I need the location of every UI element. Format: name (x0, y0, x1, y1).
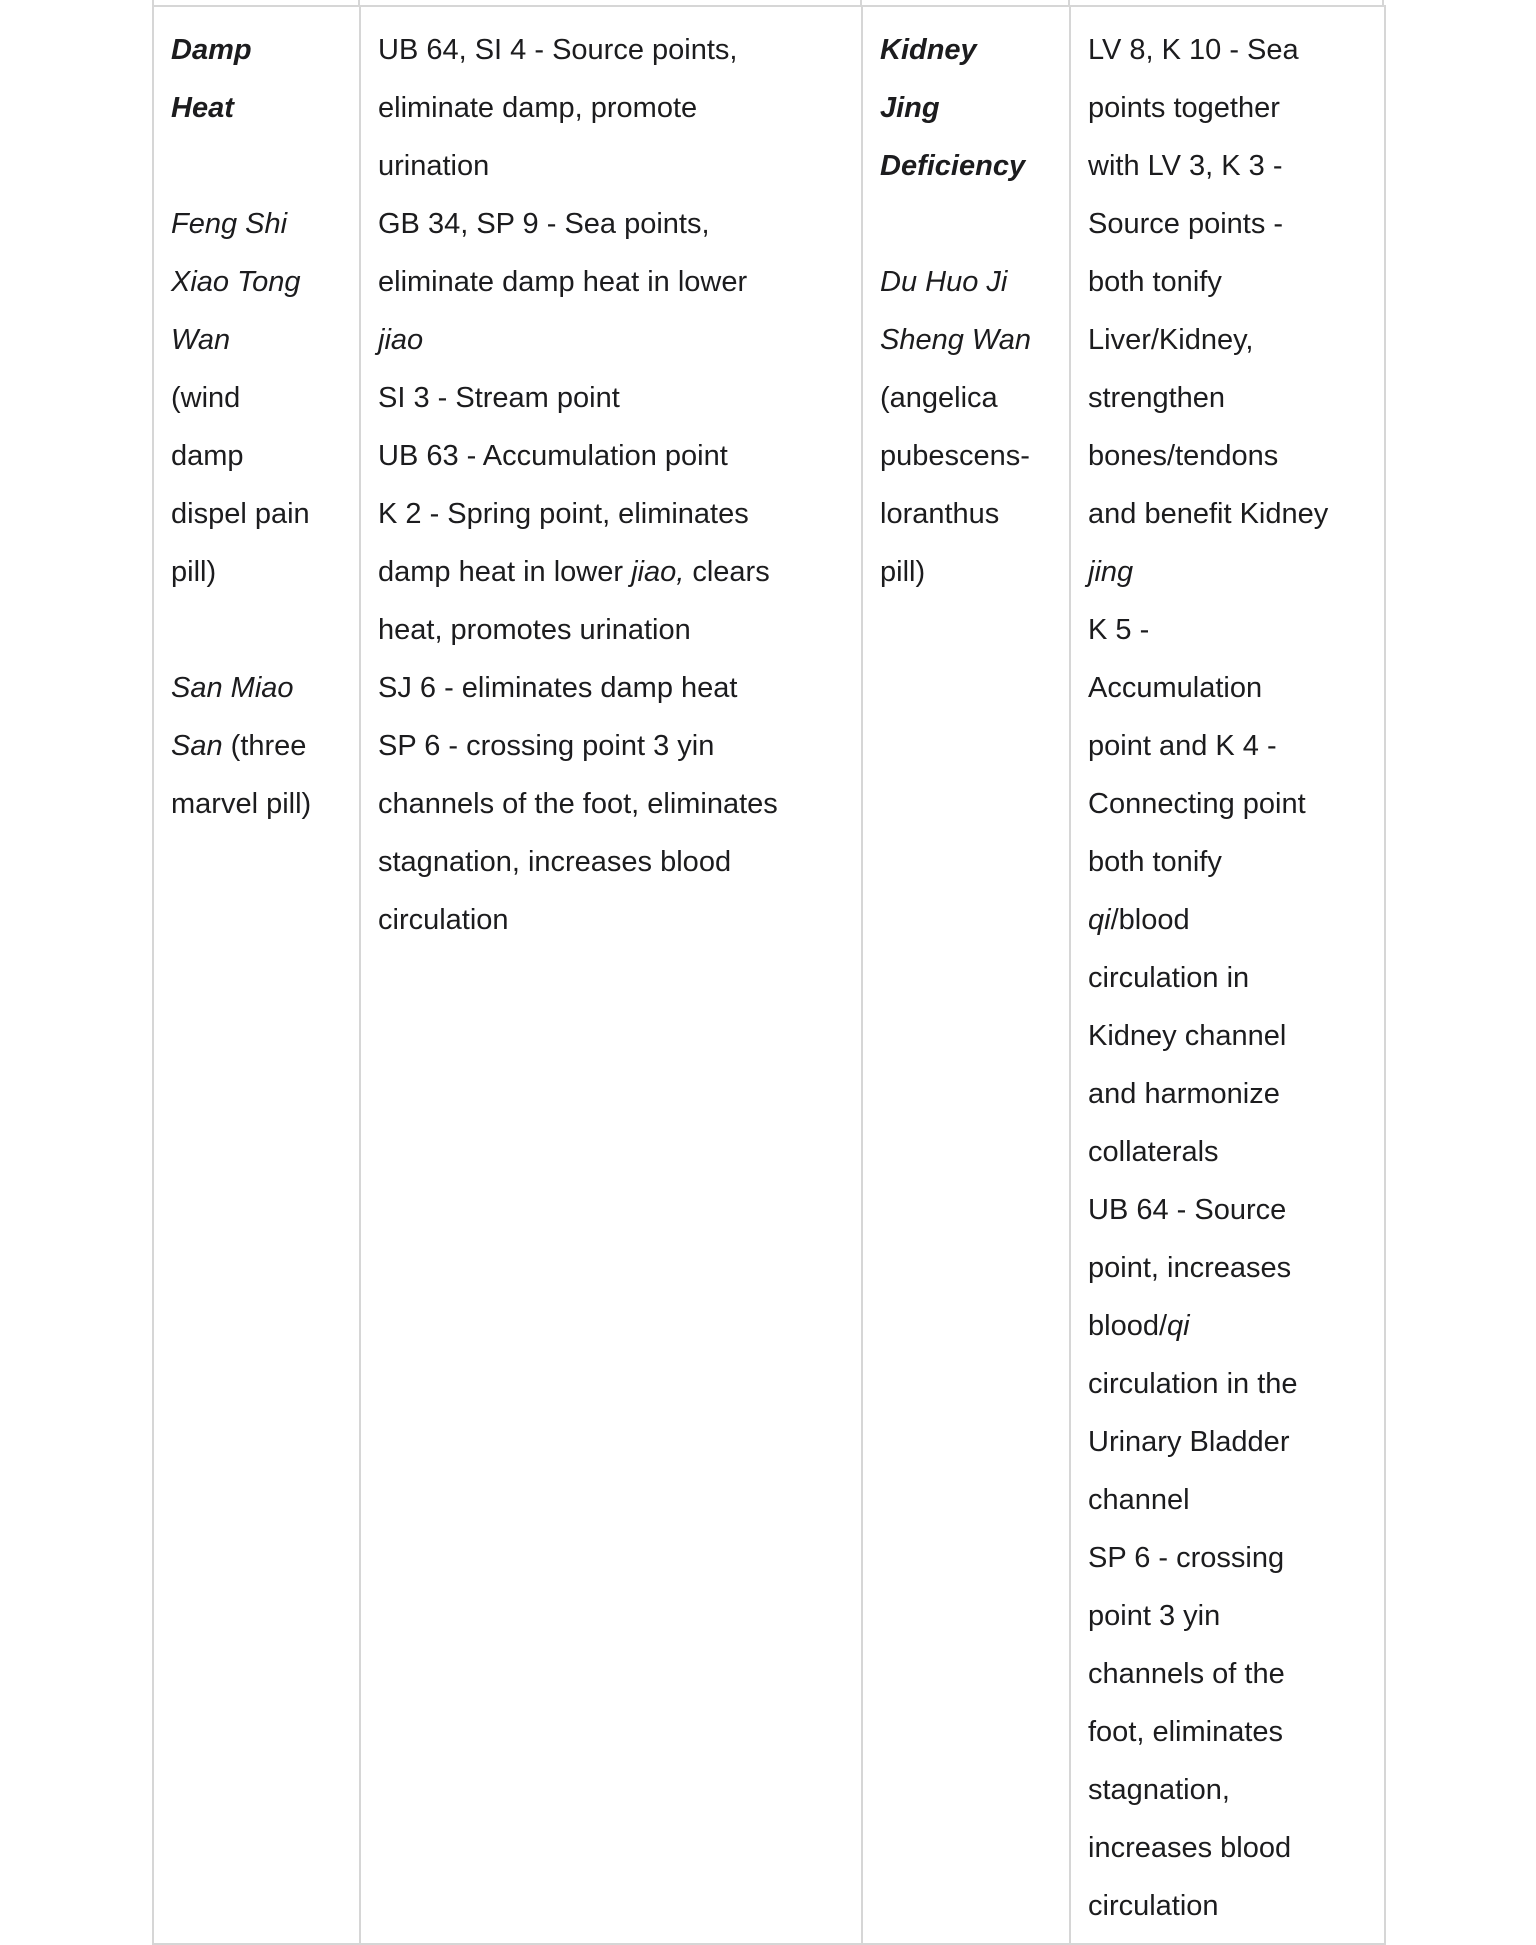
formula-translation: (wind (171, 382, 241, 414)
column-divider (860, 0, 862, 5)
point-text-line (1088, 891, 1368, 949)
point-text: collaterals (1088, 1136, 1219, 1168)
column-divider (358, 0, 360, 5)
formula-translation: (angelica (880, 382, 998, 414)
point-text: jiao (378, 324, 424, 356)
point-text: increases blood (1088, 1832, 1292, 1864)
pattern-name: Heat (171, 92, 234, 124)
point-text: both tonify (1088, 846, 1222, 878)
point-text: Kidney channel (1088, 1020, 1287, 1052)
formula-translation: pill) (880, 556, 926, 588)
point-text: and benefit Kidney (1088, 498, 1329, 530)
point-text: SI 3 - Stream point (378, 382, 620, 414)
point-text: circulation in (1088, 962, 1250, 994)
formula-name: Sheng Wan (880, 324, 1032, 356)
formula-name: Feng Shi (171, 208, 288, 240)
point-text: blood/ (1088, 1310, 1168, 1342)
point-text: Accumulation (1088, 672, 1263, 704)
spacer (880, 195, 1053, 253)
point-text: strengthen (1088, 382, 1226, 414)
point-text: SP 6 - crossing point 3 yin (378, 730, 715, 762)
point-text: jing (1088, 556, 1134, 588)
point-text: circulation (1088, 1890, 1219, 1922)
point-text: circulation in the (1088, 1368, 1298, 1400)
formula-name: Du Huo Ji (880, 266, 1008, 298)
point-text: channels of the (1088, 1658, 1285, 1690)
point-text: heat, promotes urination (378, 614, 691, 646)
column-divider (152, 0, 154, 5)
formula-name: San Miao (171, 672, 294, 704)
point-text: urination (378, 150, 490, 182)
point-text: channels of the foot, eliminates (378, 788, 778, 820)
formula-name: San (171, 730, 223, 762)
pattern-cell-damp-heat (153, 6, 360, 1944)
spacer (171, 601, 343, 659)
points-cell-damp-heat (360, 6, 862, 1944)
point-text: Liver/Kidney, (1088, 324, 1254, 356)
pattern-name: Jing (880, 92, 940, 124)
point-text: point 3 yin (1088, 1600, 1221, 1632)
formula-name-line (171, 717, 343, 775)
formula-translation: loranthus (880, 498, 1000, 530)
point-text-line (378, 543, 845, 601)
previous-row-edge (152, 0, 1384, 5)
point-text: K 5 - (1088, 614, 1150, 646)
points-cell-kidney-jing-deficiency (1070, 6, 1385, 1944)
acupuncture-table-container (152, 0, 1384, 1945)
point-text: UB 64, SI 4 - Source points, (378, 34, 738, 66)
point-text: UB 63 - Accumulation point (378, 440, 728, 472)
point-text-italic: qi (1088, 904, 1111, 936)
point-text: point, increases (1088, 1252, 1292, 1284)
pattern-name: Deficiency (880, 150, 1026, 182)
point-text: clears (684, 556, 770, 588)
point-text-italic: jiao, (631, 556, 685, 588)
pattern-name: Damp (171, 34, 252, 66)
formula-name: Wan (171, 324, 231, 356)
formula-name: Xiao Tong (171, 266, 301, 298)
point-text: stagnation, (1088, 1774, 1230, 1806)
acupuncture-points-table (152, 5, 1386, 1945)
formula-translation: pubescens- (880, 440, 1030, 472)
table-row (153, 6, 1385, 1944)
point-text: foot, eliminates (1088, 1716, 1284, 1748)
point-text: SJ 6 - eliminates damp heat (378, 672, 738, 704)
point-text: bones/tendons (1088, 440, 1279, 472)
formula-translation: marvel pill) (171, 788, 312, 820)
formula-translation: dispel pain (171, 498, 310, 530)
point-text: circulation (378, 904, 509, 936)
point-text: GB 34, SP 9 - Sea points, (378, 208, 710, 240)
point-text: eliminate damp, promote (378, 92, 698, 124)
point-text: LV 8, K 10 - Sea (1088, 34, 1299, 66)
formula-translation: (three (222, 730, 307, 762)
point-text: Source points - (1088, 208, 1284, 240)
point-text: K 2 - Spring point, eliminates (378, 498, 749, 530)
formula-translation: damp (171, 440, 244, 472)
point-text: stagnation, increases blood (378, 846, 732, 878)
point-text: SP 6 - crossing (1088, 1542, 1285, 1574)
spacer (171, 137, 343, 195)
column-divider (1382, 0, 1384, 5)
point-text-italic: qi (1167, 1310, 1190, 1342)
point-text: /blood (1110, 904, 1190, 936)
pattern-cell-kidney-jing-deficiency (862, 6, 1070, 1944)
point-text: point and K 4 - (1088, 730, 1277, 762)
point-text: with LV 3, K 3 - (1088, 150, 1283, 182)
column-divider (1068, 0, 1070, 5)
formula-translation: pill) (171, 556, 217, 588)
point-text: points together (1088, 92, 1280, 124)
point-text: UB 64 - Source (1088, 1194, 1287, 1226)
pattern-name: Kidney (880, 34, 977, 66)
point-text: and harmonize (1088, 1078, 1280, 1110)
point-text: both tonify (1088, 266, 1222, 298)
point-text: eliminate damp heat in lower (378, 266, 748, 298)
point-text: Urinary Bladder (1088, 1426, 1290, 1458)
point-text: damp heat in lower (378, 556, 632, 588)
point-text-line (1088, 1297, 1368, 1355)
point-text: Connecting point (1088, 788, 1306, 820)
point-text: channel (1088, 1484, 1190, 1516)
